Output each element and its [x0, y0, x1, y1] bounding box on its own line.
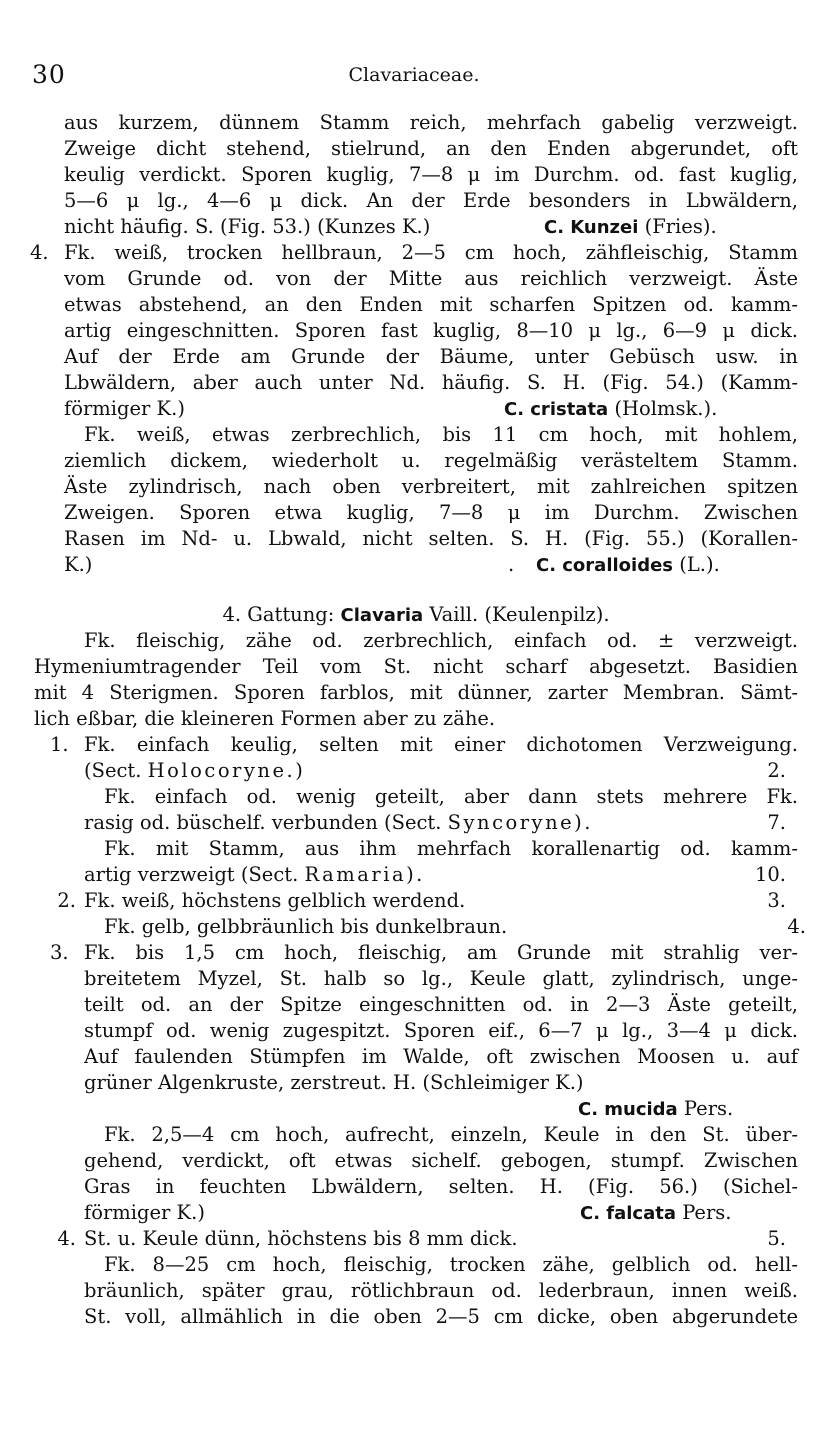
running-title: Clavariaceae. [348, 64, 480, 86]
page-body [30, 110, 806, 1330]
key-number: 3. [50, 941, 69, 964]
species-line-mucida [64, 1096, 798, 1122]
text-line: bräunlich, später grau, rötlichbraun od. lederbraun, innen weiß. [84, 1279, 798, 1302]
text-line: Lbwäldern, aber auch unter Nd. häufig. S. H. (Fig. 54.) (Kamm- [64, 371, 798, 394]
key-line: 4. Fk. weiß, trocken hellbraun, 2—5 cm hoch, zähfleischig, Stamm [30, 241, 798, 264]
key-line: Fk. mit Stamm, aus ihm mehrfach korallenartig od. kamm- [104, 837, 798, 860]
text-line: stumpf od. wenig zugespitzt. Sporen eif., 6—7 μ lg., 3—4 μ dick. [84, 1019, 798, 1042]
species-name: C. falcata Pers. [580, 1201, 732, 1224]
text-line: lich eßbar, die kleineren Formen aber zu zähe. [34, 707, 496, 730]
text-fragment: nicht häufig. S. (Fig. 53.) (Kunzes K.) [64, 215, 431, 238]
key-number: 1. [50, 733, 69, 756]
text-line: 5—6 μ lg., 4—6 μ dick. An der Erde besonders in Lbwäldern, [64, 189, 798, 212]
key-line: 4. St. u. Keule dünn, höchstens bis 8 mm dick. 5. [84, 1226, 798, 1252]
text-line: Fk. fleischig, zähe od. zerbrechlich, einfach od. ± verzweigt. [84, 629, 798, 652]
key-line: 2. Fk. weiß, höchstens gelblich werdend. 3. [84, 888, 798, 914]
text-line: vom Grunde od. von der Mitte aus reichlich verzweigt. Äste [64, 267, 798, 290]
text-line: grüner Algenkruste, zerstreut. H. (Schleimiger K.) [84, 1071, 584, 1094]
species-name: C. coralloides (L.). [536, 553, 720, 576]
text-line: Zweige dicht stehend, stielrund, an den Enden abgerundet, oft [64, 137, 798, 160]
key-reference: 10. [754, 863, 786, 886]
key-line: rasig od. büschelf. verbunden (Sect. Syncoryne). 7. [84, 811, 786, 834]
text-line: Auf der Erde am Grunde der Bäume, unter Gebüsch usw. in [64, 345, 798, 368]
genus-heading: 4. Gattung: Clavaria Vaill. (Keulenpilz). [222, 603, 610, 626]
text-line: Auf faulenden Stümpfen im Walde, oft zwischen Moosen u. auf [84, 1045, 798, 1068]
text-line: Gras in feuchten Lbwäldern, selten. H. (Fig. 56.) (Sichel- [84, 1175, 798, 1198]
text-line: etwas abstehend, an den Enden mit scharfen Spitzen od. kamm- [64, 293, 798, 316]
species-line-cristata: förmiger K.) C. cristata (Holmsk.). [64, 396, 798, 422]
key-line: Fk. einfach od. wenig geteilt, aber dann stets mehrere Fk. [104, 785, 798, 808]
key-number: 4. [57, 1227, 76, 1250]
text-line: gehend, verdickt, oft etwas sichelf. gebogen, stumpf. Zwischen [84, 1149, 798, 1172]
text-line: Hymeniumtragender Teil vom St. nicht scharf abgesetzt. Basidien [34, 655, 798, 678]
page-header [24, 60, 804, 90]
key-line: Fk. gelb, gelbbräunlich bis dunkelbraun. 4. [104, 915, 806, 938]
text-line: breitetem Myzel, St. halb so lg., Keule glatt, zylindrisch, unge- [84, 967, 798, 990]
page-number: 30 [32, 60, 66, 89]
species-name: C. Kunzei (Fries). [544, 215, 717, 238]
text-line: St. voll, allmählich in die oben 2—5 cm dicke, oben abgerundete [84, 1305, 798, 1328]
key-line: 3. Fk. bis 1,5 cm hoch, fleischig, am Grunde mit strahlig ver- [50, 941, 798, 964]
key-number: 4. [30, 241, 49, 264]
text-line: Fk. 2,5—4 cm hoch, aufrecht, einzeln, Keule in den St. über- [104, 1123, 798, 1146]
species-line-falcata: förmiger K.) C. falcata Pers. [84, 1200, 798, 1226]
key-reference: 4. [787, 915, 806, 938]
species-name: C. cristata (Holmsk.). [504, 397, 718, 420]
text-line: artig eingeschnitten. Sporen fast kuglig, 8—10 μ lg., 6—9 μ dick. [64, 319, 798, 342]
text-line: Fk. 8—25 cm hoch, fleischig, trocken zähe, gelblich od. hell- [104, 1253, 798, 1276]
text-line: ziemlich dickem, wiederholt u. regelmäßig verästeltem Stamm. [64, 449, 798, 472]
text-line: Rasen im Nd- u. Lbwald, nicht selten. S. H. (Fig. 55.) (Korallen- [64, 527, 798, 550]
species-line-kunzei [64, 214, 798, 240]
key-line: (Sect. Holocoryne.) 2. [84, 759, 786, 782]
key-reference: 5. [767, 1227, 786, 1250]
text-line: Zweigen. Sporen etwa kuglig, 7—8 μ im Durchm. Zwischen [64, 501, 798, 524]
key-reference: 3. [767, 889, 786, 912]
text-line: aus kurzem, dünnem Stamm reich, mehrfach gabelig verzweigt. [64, 111, 798, 134]
text-line: teilt od. an der Spitze eingeschnitten od. in 2—3 Äste geteilt, [84, 993, 798, 1016]
text-line: Äste zylindrisch, nach oben verbreitert, mit zahlreichen spitzen [64, 475, 798, 498]
species-line-coralloides: K.) . C. coralloides (L.). [64, 552, 798, 578]
species-name: C. mucida Pers. [578, 1097, 734, 1120]
key-number: 2. [57, 889, 76, 912]
text-line: Fk. weiß, etwas zerbrechlich, bis 11 cm hoch, mit hohlem, [84, 423, 798, 446]
text-line: keulig verdickt. Sporen kuglig, 7—8 μ im Durchm. od. fast kuglig, [64, 163, 798, 186]
key-line: artig verzweigt (Sect. Ramaria). 10. [84, 863, 786, 886]
key-reference: 2. [767, 759, 786, 782]
text-line: mit 4 Sterigmen. Sporen farblos, mit dünner, zarter Membran. Sämt- [34, 681, 798, 704]
key-line: 1. Fk. einfach keulig, selten mit einer dichotomen Verzweigung. [50, 733, 798, 756]
key-reference: 7. [767, 811, 786, 834]
